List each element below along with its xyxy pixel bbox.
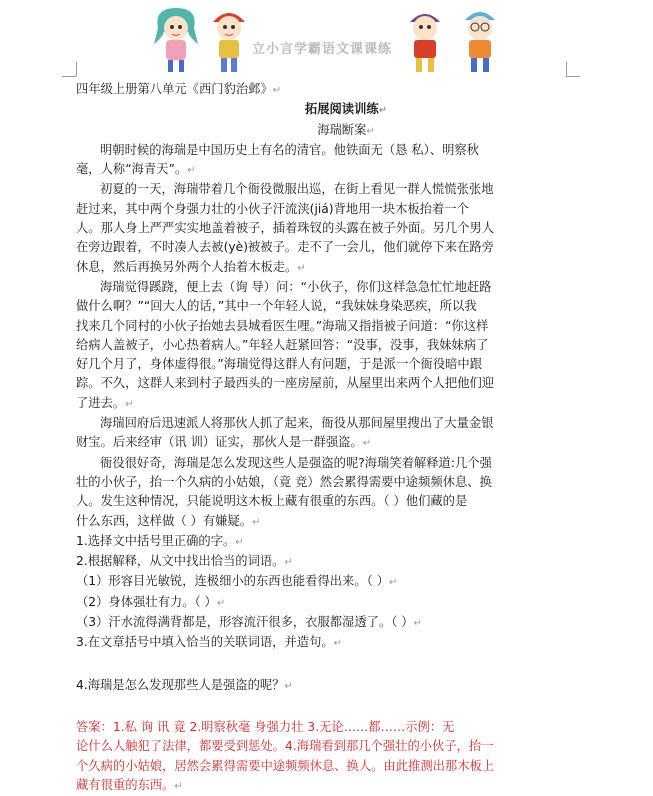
paragraph-line: 做什么啊？”“回大人的话，”其中一个年轻人说，“我妹妹身染恶疾，所以我 [76, 299, 477, 314]
crop-mark [566, 62, 567, 76]
paragraph-line: 海瑞觉得蹊跷，便上去（询 导）问：“小伙子，你们这样急急忙忙地赶路 [100, 279, 492, 294]
question-line: （2）身体强壮有力。（ ）↵ [76, 594, 226, 609]
header-title: 立小言学霸语文课课练 [252, 42, 393, 57]
answer-line: 个久病的小姑娘，居然会累得需要中途频频休息、换人。由此推测出那木板上 [76, 758, 495, 773]
paragraph-line: 人。那人身上严严实实地盖着被子，插着珠钗的头露在被子外面。另几个男人 [76, 221, 495, 236]
paragraph-line: 什么东西，这样做（ ）有嫌疑。↵ [76, 513, 261, 528]
story-title: 海瑞断案↵ [317, 122, 375, 137]
answer-line: 论什么人触犯了法律，都要受到惩处。4.海瑞看到那几个强壮的小伙子，抬一 [76, 739, 494, 754]
paragraph-line: 明朝时候的海瑞是中国历史上有名的清官。他铁面无（恳 私）、明察秋 [100, 142, 479, 157]
section-title: 拓展阅读训练↵ [304, 102, 388, 117]
paragraph-line: 人。发生这种情况，只能说明这木板上藏有很重的东西。（ ）他们藏的是 [76, 494, 468, 509]
answer-line: 藏有很重的东西。↵ [76, 777, 183, 792]
question-line: （1）形容目光敏锐，连极细小的东西也能看得出来。（ ）↵ [76, 574, 398, 589]
page-header [0, 0, 653, 78]
paragraph-line: 壮的小伙子，抬一个久病的小姑娘，（竟 竞）然会累得需要中途频频休息、换 [76, 474, 492, 489]
answer-line: 答案：1.私 询 讯 竟 2.明察秋毫 身强力壮 3.无论……都……示例：无 [76, 719, 455, 734]
paragraph-line: 衙役很好奇，海瑞是怎么发现这些人是强盗的呢?海瑞笑着解释道:几个强 [100, 455, 492, 470]
cartoon-boy-icon [205, 4, 253, 74]
question-line: 2.根据解释，从文中找出恰当的词语。↵ [76, 554, 293, 569]
paragraph-line: 了进去。↵ [76, 395, 134, 410]
crop-mark [76, 62, 77, 76]
question-line: 3.在文章括号中填入恰当的关联词语，并造句。↵ [76, 635, 343, 650]
question-line: 1.选择文中括号里正确的字。↵ [76, 533, 244, 548]
crop-mark [566, 76, 580, 77]
paragraph-line: 毫，人称“海青天”。↵ [76, 162, 196, 177]
paragraph-line: 在旁边跟着，不时凑人去被(yè)被被子。走不了一会儿，他们就停下来在路旁 [76, 240, 494, 255]
cartoon-kid-red-icon [400, 4, 450, 74]
paragraph-line: 财宝。后来经审（讯 训）证实，那伙人是一群强盗。↵ [76, 435, 372, 450]
paragraph-line: 初夏的一天，海瑞带着几个衙役微服出巡，在街上看见一群人慌慌张张地 [100, 182, 494, 197]
paragraph-line: 给病人盖被子，小心热着病人。”年轻人赶紧回答：“没事，没事，我妹妹病了 [76, 337, 489, 352]
paragraph-line: 海瑞回府后迅速派人将那伙人抓了起来，衙役从那间屋里搜出了大量金银 [100, 416, 494, 431]
answer-space [76, 654, 616, 676]
document-body [76, 80, 616, 796]
paragraph-line: 踪。不久，这群人来到村子最西头的一座房屋前，从屋里出来两个人把他们迎 [76, 376, 495, 391]
question-line: （3）汗水流得满背都是，形容流汗很多，衣服都湿透了。（ ）↵ [76, 615, 422, 630]
crop-mark [62, 76, 76, 77]
cartoon-kid-glasses-icon [455, 4, 505, 74]
paragraph-line: 找来几个同村的小伙子抬她去县城看医生哩。”海瑞又指指被子问道：“你这样 [76, 318, 489, 333]
answer-space [76, 696, 616, 718]
question-line: 4.海瑞是怎么发现那些人是强盗的呢？↵ [76, 677, 293, 692]
paragraph-line: 赶过来，其中两个身强力壮的小伙子汗流浃(jiá)背地用一块木板抬着一个 [76, 201, 469, 216]
cartoon-girl-icon [150, 4, 202, 74]
heading-line: 四年级上册第八单元《西门豹治邺》↵ [76, 82, 282, 96]
paragraph-line: 好几个月了，身体虚得很。”海瑞觉得这群人有问题，于是派一个衙役暗中跟 [76, 357, 483, 372]
paragraph-line: 休息，然后再换另外两个人抬着木板走。↵ [76, 259, 306, 274]
